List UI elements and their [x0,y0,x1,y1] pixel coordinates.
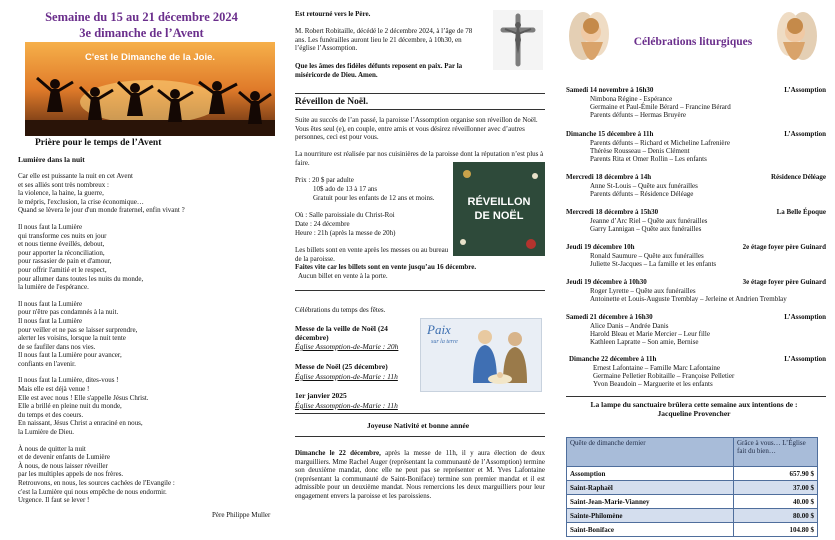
tickets-door: Aucun billet en vente à la porte. [298,272,388,280]
poem-line: et de devenir enfants de Lumière [18,453,110,462]
poem-line: pour apporter la réconciliation, [18,248,105,257]
liturgy-title: Célébrations liturgiques [633,36,753,48]
poem-line: qui transforme ces nuits en jour [18,231,107,240]
marguilliers-notice [295,449,545,501]
intention: Parents défunts – Richard et Micheline Lafrenière [590,139,730,147]
intention: Roger Lyrette – Quête aux funérailles [590,287,696,295]
prayer-title: Prière pour le temps de l’Avent [35,138,162,148]
reveillon-intro: Suite au succès de l’an passé, la paroisse l’Assomption organise son réveillon de Noël. Vous êtes seul (e), en couple, entre amis et vous désirez réveillonner avec d’autres personnes, ceci est pour vous. [295,116,538,142]
tickets-info: Les billets sont en vente après les messes ou au bureau de la paroisse. [295,246,449,263]
angel-right-image [775,8,817,76]
intention: Parents Rita et Omer Rollin – Les enfants [590,155,707,164]
poem-line: alerter les voisins, lorsque la nuit tente [18,334,126,343]
paix-text: Paix [427,322,451,337]
poem-line: et nous tienne éveillés, debout, [18,240,105,249]
feasts-title: Célébrations du temps des fêtes. [295,306,386,314]
celebration-date: Mercredi 18 décembre à 14h [566,173,652,181]
poem-line: Il nous faut la Lumière [18,222,83,231]
poem-line: pour n'être pas condamnés à la nuit. [18,308,119,317]
intention: Antoinette et Louis-Auguste Tremblay – Jerleine et Andrien Tremblay [590,295,787,304]
nativity-icon [465,325,537,387]
intention: Parents défunts – Résidence Déléage [590,190,694,199]
poem-line: la violence, la haine, la guerre, [18,189,104,198]
poem-line: le mépris, l'exclusion, la crise économique… [18,197,144,206]
header-thanks: Grâce à vous… L’Église fait du bien… [734,438,818,467]
greeting: Joyeuse Nativité et bonne année [366,421,470,430]
feast-title: Messe de la veille de Noël (24 décembre) [295,324,388,342]
intention: Anne St-Louis – Quête aux funérailles [590,182,698,190]
poem-line: la lumière de l'espérance. [18,283,89,292]
celebration-block [566,130,826,164]
middle-column [283,0,553,540]
celebration-block [566,243,826,268]
feast-title: 1er janvier 2025 [295,391,347,400]
intention: Alice Danis – Andrée Danis [590,322,669,330]
table-row [567,523,818,537]
return-text: M. Robert Robitaille, décédé le 2 décembre 2024, à l’âge de 78 ans. Les funérailles auront lieu le 21 décembre, à 10h30, en l’église l’Assomption. [295,27,473,53]
poem-line: Elle a brillé en pleine nuit du monde, [18,402,122,411]
intention: Germaine Pelletier Robitaille – Françoise Pelletier [593,372,735,381]
signature: Père Philippe Muller [212,511,271,519]
lamp-name: Jacqueline Provencher [657,409,731,418]
poster-line-2: DE NOËL [474,210,524,222]
price-adult: Prix : 20 $ par adulte [295,176,354,184]
marguilliers-date: Dimanche le 22 décembre, [295,449,381,457]
intention: Parents défunts – Hermas Bruyère [590,111,687,120]
poem-line: Mais elle est déjà venue ! [18,385,90,394]
celebration-block [566,208,826,233]
poem-line: Il nous faut la Lumière [18,299,83,308]
table-row [567,495,818,509]
celebration-date: Jeudi 19 décembre à 10h30 [566,278,647,286]
event-date: Date : 24 décembre [295,220,350,228]
poem-line: de se faufiler dans nos vies. [18,342,96,351]
poem-line: En naissant, Jésus Christ a enraciné en nous, [18,419,143,428]
celebration-block [566,86,826,120]
joy-banner-image [25,42,275,136]
poem-line: pour offrir l'amitié et le respect, [18,265,107,274]
parish-name: Sainte-Philomène [567,509,734,523]
price-teen: 10$ ado de 13 à 17 ans [313,185,378,193]
celebration-place: L’Assomption [784,355,826,363]
intention: Yvon Beaudoin – Marguerite et les enfants [593,380,713,389]
header-label: Quête de dimanche dernier [567,438,734,467]
poster-line-1: RÉVEILLON [467,196,531,208]
celebration-date: Samedi 21 décembre à 16h30 [566,313,653,321]
event-place: Où : Salle paroissiale du Christ-Roi [295,211,395,219]
table-row [567,481,818,495]
celebration-block [566,313,826,347]
celebration-block [569,355,826,389]
intention: Garry Lannigan – Quête aux funérailles [590,225,702,234]
crucifix-image [493,10,543,70]
celebration-block [566,173,826,198]
ornament-icon [453,162,545,256]
feast-place: Église Assomption-de-Marie : 11h [295,401,398,410]
parish-amount: 40.00 $ [734,495,818,509]
sunday-title: 3e dimanche de l’Avent [79,26,204,40]
paix-subtext: sur la terre [431,339,458,345]
poem-line: Elle est avec nous ! Elle s'appelle Jésus Christ. [18,393,149,402]
celebration-date: Samedi 14 novembre à 16h30 [566,86,654,94]
poem-line: du temps et des coeurs. [18,410,84,419]
stanza [18,376,278,436]
collection-table [566,437,818,537]
table-header [567,438,818,467]
poem-line: la Lumière de Dieu. [18,428,74,437]
stanza [18,172,278,215]
parish-name: Saint-Raphaël [567,481,734,495]
celebration-date: Dimanche 15 décembre à 11h [566,130,654,138]
defunct-prayer: Que les âmes des fidèles défunts reposent en paix. Par la miséricorde de Dieu. Amen. [295,62,463,79]
celebration-place: L’Assomption [784,86,826,94]
parish-amount: 80.00 $ [734,509,818,523]
poem-line: pour allumer dans toutes les nuits du monde, [18,274,144,283]
parish-amount: 104.80 $ [734,523,818,537]
intention: Germaine et Paul-Émile Bérard – Francine Bérard [590,103,731,112]
marguilliers-text: après la messe de 11h, il y aura élection de deux marguilliers. Mme Rachel Auger (représentant la communauté de l’Assomption) termine son deuxième mandat, donc elle ne peut pas se représenter et M. Yves Lafontaine (représentant la communauté de Saint-Boniface) termine son premier mandat et il est admissible pour un deuxième mandat. Nous remercions les deux marguilliers pour leur engagement envers la paroisse et les paroissiens. [295,449,545,500]
tickets-deadline: Faites vite car les billets sont en vente jusqu’au 16 décembre. [295,263,477,271]
stanza [18,445,278,505]
price-child: Gratuit pour les enfants de 12 ans et moins. [313,194,435,202]
reveillon-poster [453,162,545,256]
intention: Juliette St-Jacques – La famille et les enfants [590,260,717,269]
banner-text: C'est le Dimanche de la Joie. [84,52,216,63]
divider [295,413,545,414]
poem-line: par les multiples appels de nos frères. [18,470,124,479]
divider [295,436,545,437]
poem-line: Car elle est puissante la nuit en cet Avent [18,172,133,180]
left-column [0,0,283,540]
poem-line: pour rassasier de pain et d'amour, [18,257,112,266]
poem-line: Il nous faut la Lumière pour avancer, [18,351,122,360]
poem-line: confiants en l'avenir. [18,359,76,368]
intention: Ronald Saumure – Quête aux funérailles [590,252,704,260]
lamp-intro: La lampe du sanctuaire brûlera cette semaine aux intentions de : [590,400,798,409]
stanza [18,300,278,369]
celebration-place: 3e étage foyer père Guinard [742,278,826,286]
divider [295,290,545,291]
intention: Ernest Lafontaine – Famille Marc Lafontaine [593,364,720,372]
intention: Harold Bleau et Marie Mercier – Leur fille [590,330,710,339]
week-title: Semaine du 15 au 21 décembre 2024 [45,10,238,24]
celebration-block [566,278,826,303]
divider [295,93,545,94]
feast-place: Église Assomption-de-Marie : 20h [295,342,399,351]
nativity-image [420,318,542,392]
parish-amount: 657.90 $ [734,467,818,481]
reveillon-title: Réveillon de Noël. [295,97,369,107]
celebration-place: Résidence Déléage [770,173,826,181]
parish-name: Saint-Jean-Marie-Vianney [567,495,734,509]
divider [566,396,826,397]
intention: Kathleen Lapratte – Son amie, Bernise [590,338,699,347]
divider [295,109,545,110]
poem-line: pour veiller et ne pas se laisser surprendre, [18,325,138,334]
feast-place: Église Assomption-de-Marie : 11h [295,372,398,381]
poem-line: À nous de quitter la nuit [18,444,86,453]
poem-line: Il nous faut la Lumière [18,316,83,325]
poem-line: Urgence. Il faut se lever ! [18,496,90,505]
intention: Jeanne d’Arc Riel – Quête aux funérailles [590,217,708,225]
parish-name: Saint-Boniface [567,523,734,537]
poem-line: c'est la Lumière qui nous empêche de nous endormir. [18,487,167,496]
celebration-date: Dimanche 22 décembre à 11h [569,355,657,363]
table-row [567,467,818,481]
poem-line: et ses alliés sont très nombreux : [18,180,109,189]
parish-name: Assomption [567,467,734,481]
intention: Nimbona Régine - Espérance [590,95,673,103]
parish-amount: 37.00 $ [734,481,818,495]
poem-line: Retrouvons, en nous, les sources cachées de l'Evangile : [18,479,175,487]
angel-left-image [569,8,611,76]
celebration-place: L’Assomption [784,313,826,321]
stanza [18,223,278,292]
poem-line: À nous, de nous laisser réveiller [18,461,108,470]
celebration-place: La Belle Époque [776,208,826,216]
celebration-place: 2e étage foyer père Guinard [742,243,826,251]
table-row [567,509,818,523]
poem-line: Il nous faut la Lumière, dites-vous ! [18,376,119,385]
intention: Thérèse Rousseau – Denis Clément [590,147,690,156]
poem [18,172,278,513]
reveillon-food: La nourriture est réalisée par nos cuisinières de la paroisse dont la réputation n’est plus à faire. [295,150,544,167]
feast-title: Messe de Noël (25 décembre) [295,362,388,371]
celebration-date: Jeudi 19 décembre 10h [566,243,635,251]
celebration-date: Mercredi 18 décembre à 15h30 [566,208,659,216]
poem-title: Lumière dans la nuit [18,155,85,164]
event-time: Heure : 21h (après la messe de 20h) [295,229,396,237]
celebration-place: L’Assomption [784,130,826,138]
return-title: Est retourné vers le Père. [295,10,371,18]
poem-line: Quand se lèvera le jour d'un monde fraternel, enfin vivant ? [18,206,185,215]
